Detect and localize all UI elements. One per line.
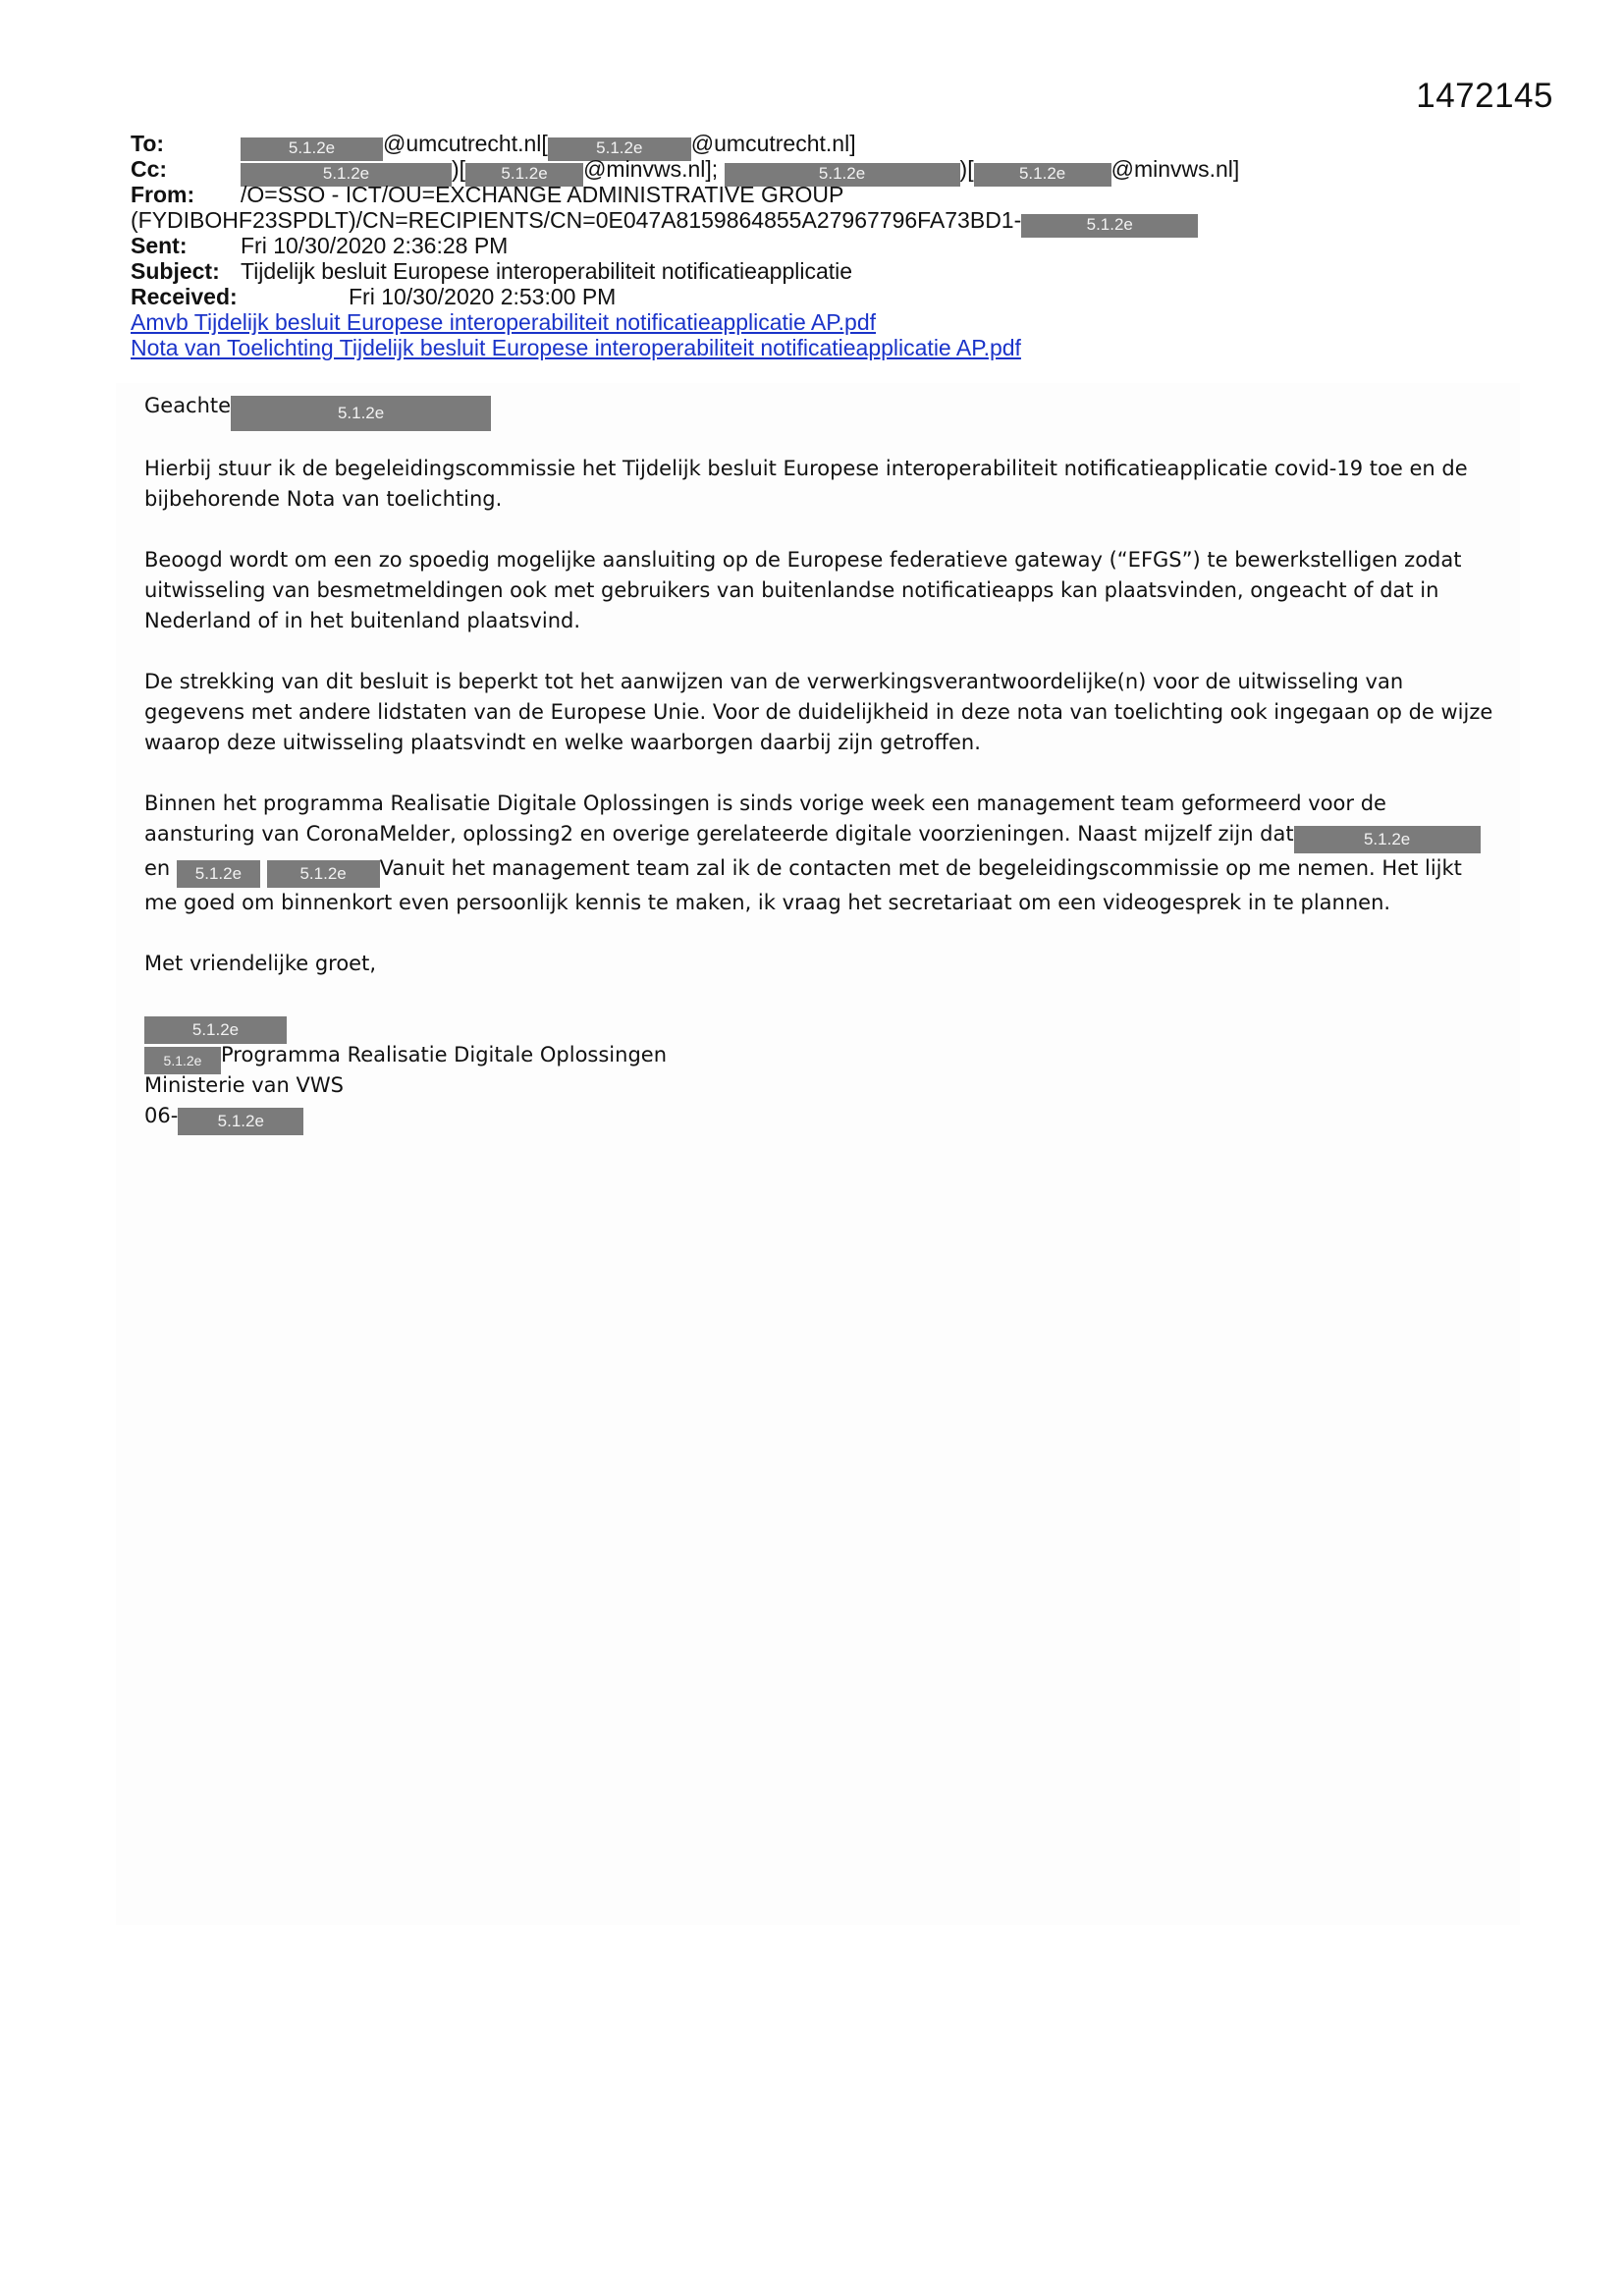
redaction: 5.1.2e [144,1016,287,1044]
paragraph: De strekking van dit besluit is beperkt tot het aanwijzen van de verwerkingsverantwoordelijke(n) voor de uitwisseling van gegevens met andere lidstaten van de Europese Unie. Voor de duidelijkheid in deze nota van toelichting ook ingegaan op de wijze waarop deze uitwisseling plaatsvindt en welke waarborgen daarbij zijn getroffen. [144,670,1493,754]
redaction: 5.1.2e [1021,214,1198,238]
to-label: To: [131,131,165,156]
phone-prefix: 06- [144,1104,179,1127]
from-value: /O=SSO - ICT/OU=EXCHANGE ADMINISTRATIVE GROUP [241,182,844,207]
greeting-text: Geachte [144,394,232,417]
sent-value: Fri 10/30/2020 2:36:28 PM [241,233,509,258]
redaction: 5.1.2e [1294,826,1481,853]
redaction: 5.1.2e [177,860,260,888]
to-domain: @umcutrecht.nl[ [383,131,548,156]
redaction: 5.1.2e [725,163,960,187]
redaction: 5.1.2e [241,137,383,161]
attachment-row [131,335,1525,360]
email-header [131,131,1525,360]
to-domain: @umcutrecht.nl] [690,131,856,156]
from-value-continued: (FYDIBOHF23SPDLT)/CN=RECIPIENTS/CN=0E047A8159864855A27967796FA73BD1- [131,207,1022,233]
received-value: Fri 10/30/2020 2:53:00 PM [349,284,617,309]
cc-separator: )[ [959,156,974,182]
email-body [144,388,1499,1131]
signature-ministry: Ministerie van VWS [144,1073,344,1097]
redaction: 5.1.2e [548,137,691,161]
paragraph: Beoogd wordt om een zo spoedig mogelijke aansluiting op de Europese federatieve gateway (“EFGS”) te bewerkstelligen zodat uitwisseling van besmetmeldingen ook met gebruikers van buitenlandse notificatieapps kan plaatsvinden, ongeacht of dat in Nederland of in het buitenland plaatsvind. [144,548,1462,632]
redaction: 5.1.2e [178,1108,303,1135]
attachment-link[interactable]: Nota van Toelichting Tijdelijk besluit Europese interoperabiliteit notificatieapplicatie AP.pdf [131,335,1021,360]
cc-domain: @minvws.nl]; [583,156,719,182]
redaction: 5.1.2e [974,163,1111,187]
from-row [131,182,1525,207]
cc-row [131,156,1525,182]
paragraph [144,789,1499,918]
signature-name [144,1010,1499,1040]
redaction: 5.1.2e [231,396,491,431]
subject-value: Tijdelijk besluit Europese interoperabiliteit notificatieapplicatie [241,258,853,284]
redaction: 5.1.2e [465,163,583,187]
received-label: Received: [131,284,238,309]
cc-label: Cc: [131,156,168,182]
cc-domain: @minvws.nl] [1110,156,1240,182]
subject-row [131,258,1525,284]
signature-program: Programma Realisatie Digitale Oplossingen [221,1043,668,1066]
paragraph-text: en [144,856,171,880]
redaction: 5.1.2e [144,1047,221,1074]
received-row [131,284,1525,309]
signature-phone [144,1101,1499,1131]
subject-label: Subject: [131,258,220,284]
signature-role [144,1040,1499,1070]
paragraph-text: Vanuit het management team zal ik de contacten met de begeleidingscommissie op me nemen. Het lijkt me goed om binnenkort even persoonlijk kennis te maken, ik vraag het secretariaat om een videogesprek in te plannen. [144,856,1462,914]
paragraph-text: Binnen het programma Realisatie Digitale Oplossingen is sinds vorige week een management team geformeerd voor de aansturing van CoronaMelder, oplossing2 en overige gerelateerde digitale voorzieningen. Naast mijzelf zijn dat [144,792,1386,846]
redaction: 5.1.2e [241,163,452,187]
sent-row [131,233,1525,258]
signature [144,1010,1499,1131]
cc-separator: )[ [452,156,466,182]
to-row [131,131,1525,156]
attachment-link[interactable]: Amvb Tijdelijk besluit Europese interoperabiliteit notificatieapplicatie AP.pdf [131,309,877,335]
from-row-continued [131,207,1525,233]
paragraph: Hierbij stuur ik de begeleidingscommissie het Tijdelijk besluit Europese interoperabiliteit notificatieapplicatie covid-19 toe en de bijbehorende Nota van toelichting. [144,457,1468,511]
greeting [144,388,1499,423]
closing: Met vriendelijke groet, [144,952,377,975]
document-number: 1472145 [1416,77,1553,115]
attachment-row [131,309,1525,335]
sent-label: Sent: [131,233,188,258]
redaction: 5.1.2e [267,860,380,888]
from-label: From: [131,182,195,207]
